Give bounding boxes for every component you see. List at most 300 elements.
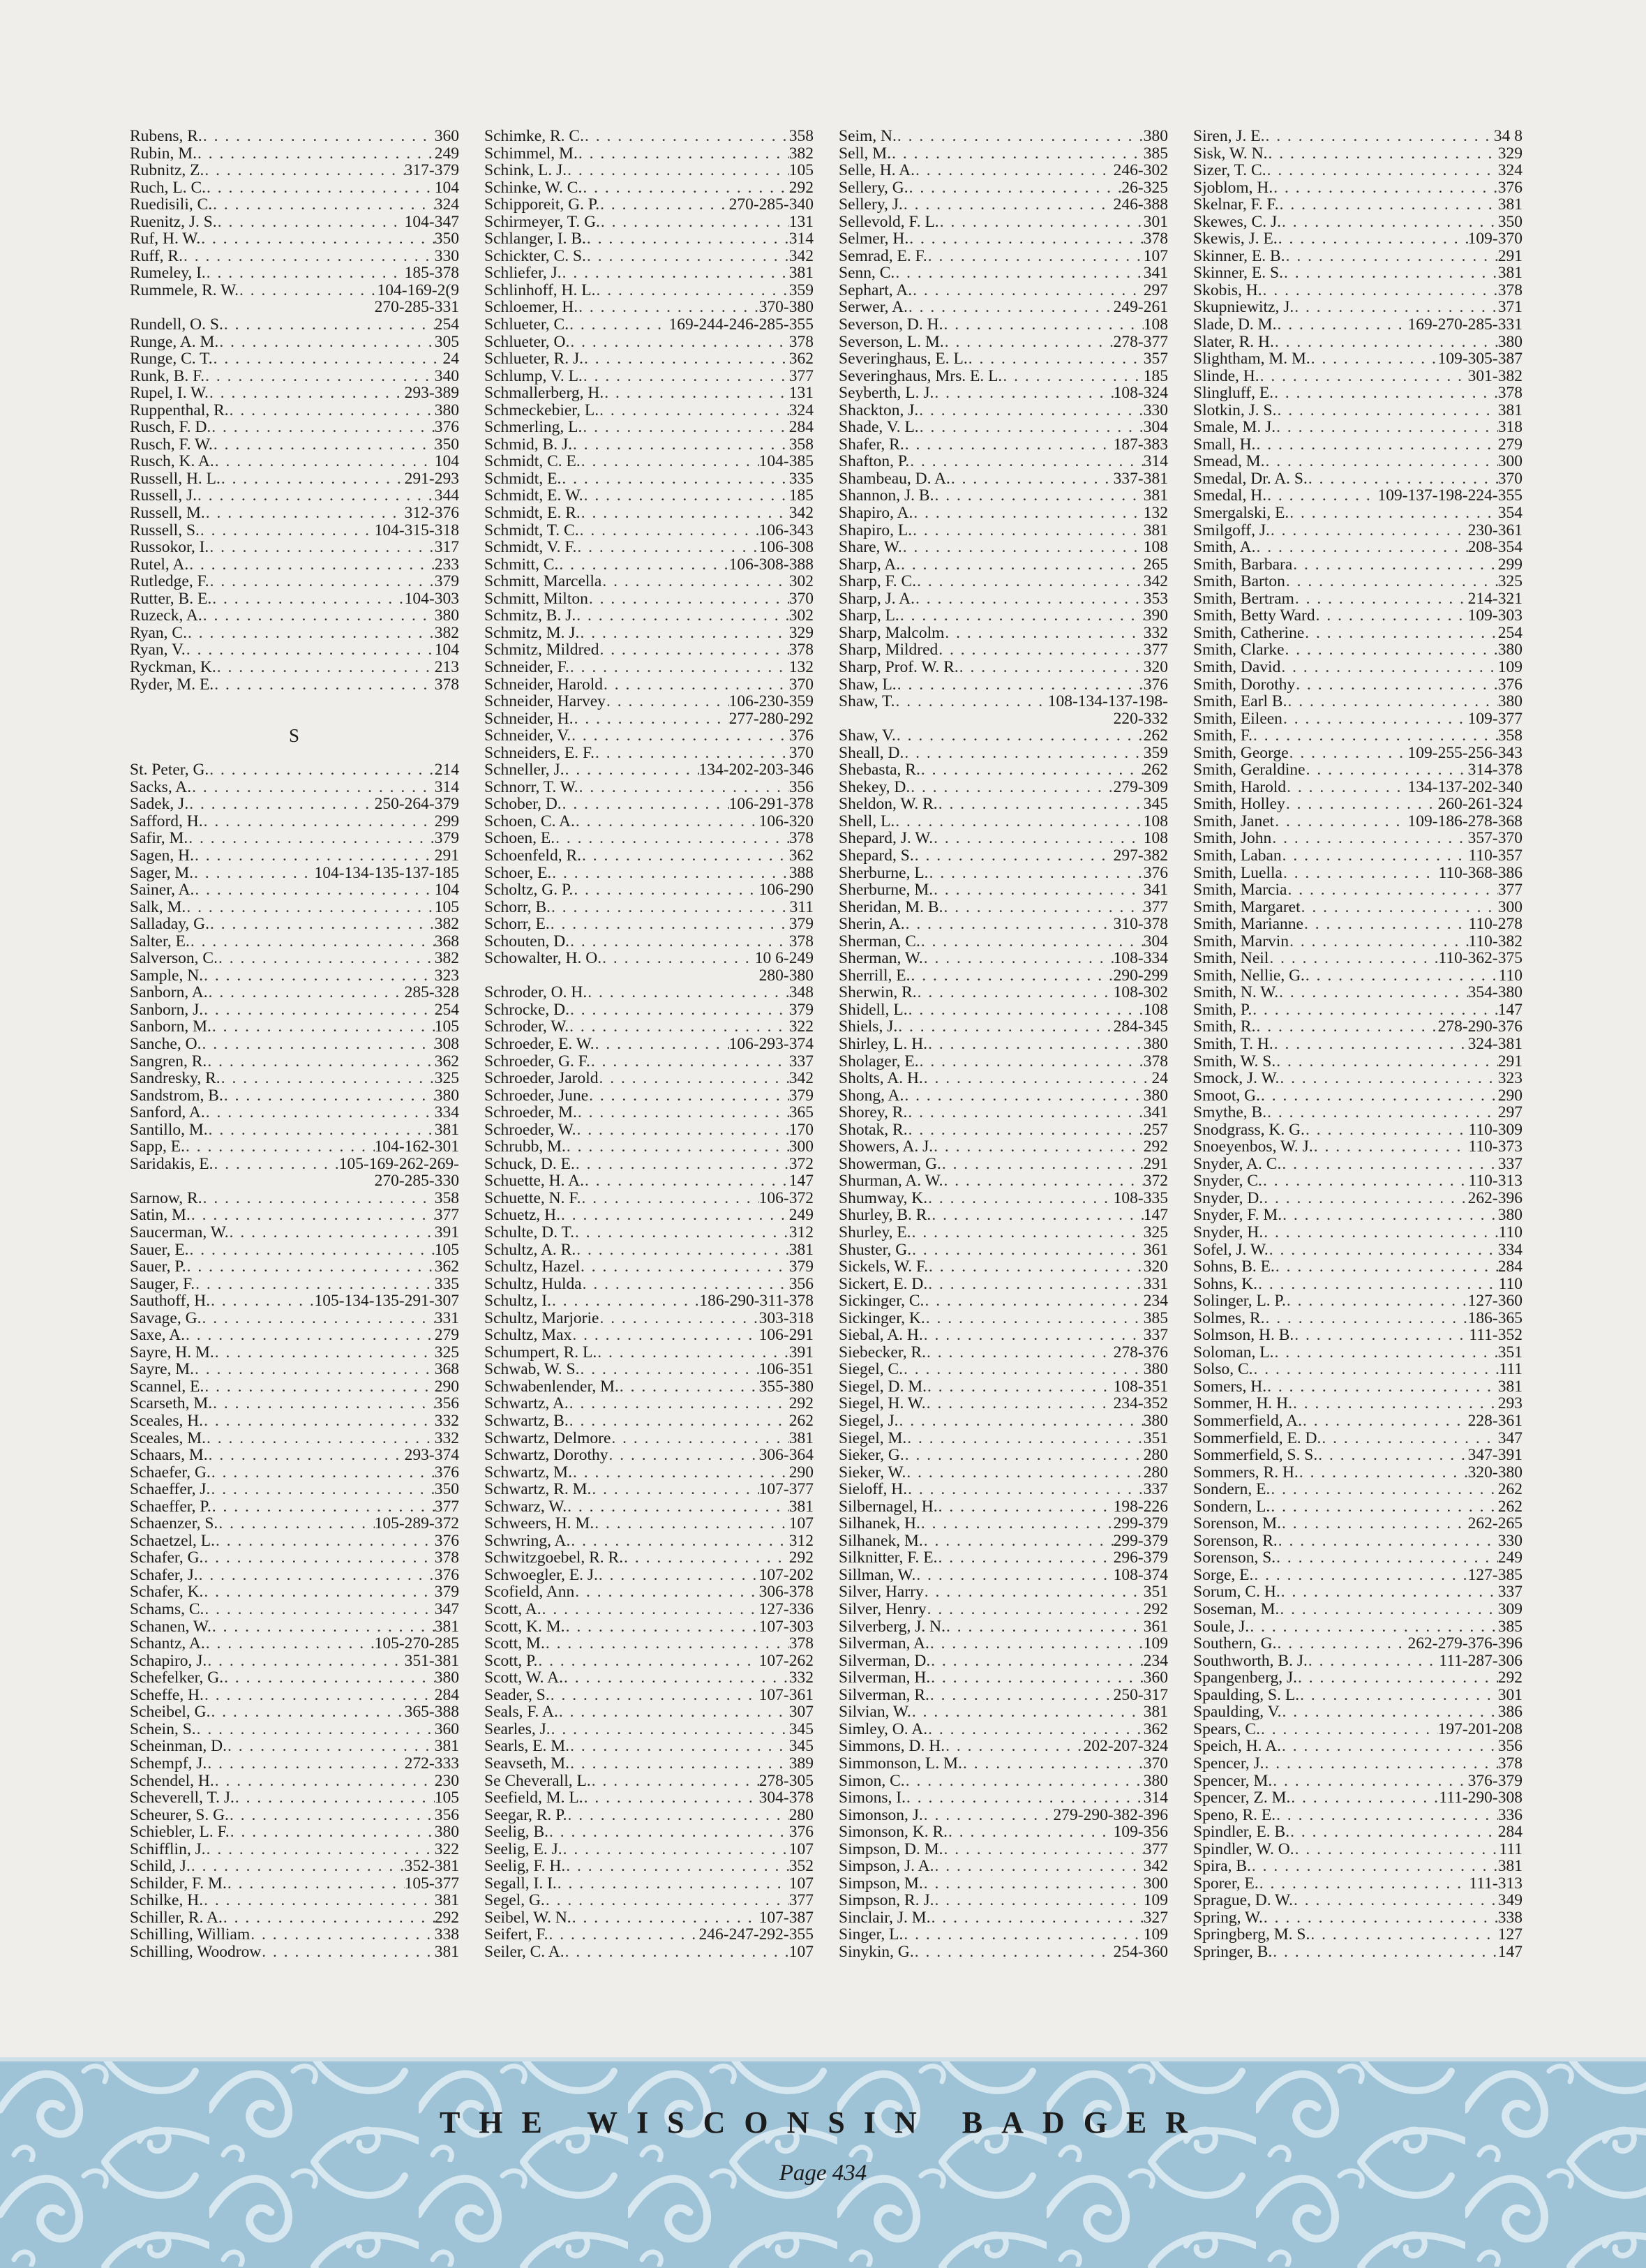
- entry-name: Ruf, H. W.: [130, 230, 201, 248]
- index-entry: [1193, 779, 1522, 796]
- index-entry: [1193, 1721, 1522, 1738]
- entry-pages: 109: [1497, 658, 1522, 676]
- index-entry: [839, 1498, 1168, 1516]
- entry-pages: 377: [1143, 1840, 1168, 1858]
- index-entry: [484, 1361, 814, 1378]
- index-entry: [1193, 1276, 1522, 1293]
- entry-pages: 185-378: [404, 264, 459, 282]
- dot-leader: [1269, 1241, 1498, 1259]
- entry-pages: 107-262: [758, 1652, 814, 1670]
- dot-leader: [220, 470, 405, 488]
- entry-pages: 314: [1143, 1789, 1168, 1807]
- entry-pages: 109-303: [1467, 607, 1522, 625]
- entry-pages: 329: [788, 624, 814, 642]
- dot-leader: [945, 1618, 1144, 1636]
- entry-pages: 106-291-378: [728, 796, 814, 813]
- entry-pages: 26-325: [1121, 179, 1168, 197]
- entry-pages: 381: [1143, 1703, 1168, 1721]
- entry-name: Smith, N. W.: [1193, 984, 1279, 1001]
- entry-pages: 301: [1497, 1686, 1522, 1704]
- entry-pages: 370: [1143, 1754, 1168, 1773]
- entry-name: Simmonson, L. M.: [839, 1754, 962, 1773]
- entry-name: Silverman, R.: [839, 1686, 929, 1704]
- entry-name: Santillo, M.: [130, 1121, 208, 1139]
- index-entry: [130, 779, 459, 796]
- entry-pages: 331: [1143, 1275, 1168, 1293]
- dot-leader: [897, 1018, 1113, 1036]
- dot-leader: [933, 1138, 1144, 1156]
- index-entry: [1193, 1669, 1522, 1687]
- dot-leader: [1278, 984, 1468, 1001]
- entry-name: Runge, C. T.: [130, 350, 213, 368]
- entry-pages: 341: [1143, 1104, 1168, 1121]
- entry-name: Smith, W. S.: [1193, 1052, 1276, 1070]
- dot-leader: [1285, 248, 1498, 265]
- dot-leader: [213, 1156, 338, 1173]
- entry-pages: 249-261: [1113, 299, 1168, 317]
- dot-leader: [239, 282, 377, 299]
- entry-name: Smith, R.: [1193, 1018, 1256, 1036]
- index-entry: [839, 1156, 1168, 1173]
- entry-name: Seader, S.: [484, 1686, 550, 1704]
- dot-leader: [908, 299, 1114, 316]
- index-entry: [484, 264, 814, 282]
- entry-name: Rubens, R.: [130, 128, 202, 145]
- entry-pages: 371: [1497, 299, 1522, 317]
- entry-pages: 358: [788, 435, 814, 454]
- entry-pages: 351: [1143, 1583, 1168, 1602]
- entry-name: Schultz, Max: [484, 1327, 572, 1344]
- index-entry: [839, 950, 1168, 967]
- entry-name: Shepard, S.: [839, 846, 914, 865]
- entry-name: Silver, Harry: [839, 1583, 924, 1602]
- entry-pages: 381: [434, 1892, 459, 1909]
- index-entry: [484, 556, 814, 574]
- index-entry: [839, 1687, 1168, 1704]
- dot-leader: [930, 1669, 1144, 1687]
- entry-name: Senn, C.: [839, 264, 895, 282]
- entry-pages: 379: [434, 1583, 459, 1602]
- entry-pages: 234-352: [1113, 1395, 1168, 1413]
- entry-pages: 257: [1143, 1121, 1168, 1139]
- index-entry: [1193, 1789, 1522, 1807]
- index-entry: [839, 573, 1168, 590]
- dot-leader: [914, 847, 1114, 865]
- index-entry: [484, 1327, 814, 1344]
- dot-leader: [569, 933, 789, 950]
- dot-leader: [206, 179, 435, 197]
- dot-leader: [913, 505, 1143, 522]
- dot-leader: [582, 179, 788, 197]
- index-entry: [1193, 1018, 1522, 1036]
- entry-pages: 378: [788, 1635, 814, 1652]
- dot-leader: [203, 1583, 434, 1601]
- entry-name: Sanborn, M.: [130, 1018, 211, 1036]
- entry-name: Scott, K. M.: [484, 1618, 565, 1636]
- index-entry: [839, 1515, 1168, 1532]
- index-entry: [839, 1583, 1168, 1601]
- entry-pages: 380: [1143, 1412, 1168, 1430]
- entry-name: Sholts, A. H.: [839, 1070, 923, 1087]
- entry-name: Schinke, W. C.: [484, 179, 583, 197]
- entry-pages: 280: [788, 1806, 814, 1824]
- index-entry: [130, 1703, 459, 1721]
- entry-pages: 365: [788, 1104, 814, 1121]
- entry-name: Solso, C.: [1193, 1361, 1253, 1378]
- entry-pages: 362: [788, 846, 814, 865]
- entry-name: Sieker, G.: [839, 1447, 904, 1464]
- index-column-4: [1193, 128, 1522, 2012]
- index-entry: [130, 1292, 459, 1310]
- entry-pages: 301: [1143, 213, 1168, 231]
- dot-leader: [1270, 1481, 1497, 1498]
- entry-pages: 109-255-256-343: [1407, 744, 1522, 762]
- dot-leader: [899, 607, 1144, 625]
- index-entry: [130, 1276, 459, 1293]
- dot-leader: [929, 1635, 1144, 1652]
- entry-name: Schoenfeld, R.: [484, 846, 582, 865]
- entry-pages: 131: [788, 213, 814, 231]
- index-entry: [484, 316, 814, 334]
- entry-name: Spears, C.: [1193, 1720, 1260, 1738]
- dot-leader: [945, 1738, 1083, 1755]
- entry-name: Rusch, K. A.: [130, 453, 214, 470]
- entry-pages: 147: [788, 1172, 814, 1190]
- index-entry: [1193, 196, 1522, 214]
- index-entry: [839, 1327, 1168, 1344]
- index-entry: [484, 1104, 814, 1121]
- entry-name: Sellery, J.: [839, 196, 903, 214]
- entry-pages: 391: [788, 1343, 814, 1361]
- entry-name: Schneiders, E. F.: [484, 744, 595, 762]
- entry-pages: 342: [788, 505, 814, 522]
- entry-name: Skewes, C. J.: [1193, 213, 1281, 231]
- entry-name: Smith, Nellie, G.: [1193, 967, 1305, 985]
- entry-pages: 352-381: [404, 1858, 459, 1875]
- entry-name: Sample, N.: [130, 967, 204, 985]
- index-entry: [839, 899, 1168, 916]
- entry-name: Shotak, R.: [839, 1121, 908, 1139]
- entry-pages: 108-334: [1113, 950, 1168, 967]
- entry-pages: 246-388: [1113, 196, 1168, 214]
- entry-pages: 279: [434, 1327, 459, 1344]
- index-entry: [1193, 1361, 1522, 1378]
- entry-name: Smith, John: [1193, 830, 1272, 847]
- entry-name: Sauer, P.: [130, 1258, 186, 1276]
- dot-leader: [1286, 779, 1407, 796]
- dot-leader: [204, 1378, 434, 1396]
- entry-pages: 233: [434, 555, 459, 574]
- dot-leader: [927, 1721, 1144, 1738]
- index-entry: [1193, 487, 1522, 505]
- entry-pages: 377: [434, 1207, 459, 1224]
- index-entry: [484, 299, 814, 316]
- index-entry: [1193, 264, 1522, 282]
- entry-pages: 109-377: [1467, 710, 1522, 728]
- entry-pages: 254: [434, 1001, 459, 1019]
- entry-pages: 347: [1497, 1429, 1522, 1447]
- entry-name: Smead, M.: [1193, 453, 1265, 470]
- entry-pages: 306-378: [758, 1583, 814, 1602]
- index-entry: [130, 1926, 459, 1944]
- dot-leader: [201, 1036, 434, 1053]
- entry-pages: 105-289-372: [374, 1515, 459, 1532]
- entry-pages: 304: [1143, 932, 1168, 950]
- index-entry: [839, 419, 1168, 436]
- dot-leader: [562, 796, 729, 813]
- entry-pages: 376: [434, 1566, 459, 1584]
- index-column-2: [484, 128, 814, 2012]
- entry-name: Runk, B. F.: [130, 367, 205, 385]
- entry-name: Spindler, E. B.: [1193, 1823, 1290, 1841]
- index-entry: [1193, 1241, 1522, 1259]
- entry-pages: 312-376: [404, 505, 459, 522]
- dot-leader: [1264, 453, 1497, 470]
- dot-leader: [912, 522, 1144, 539]
- index-entry: [130, 334, 459, 351]
- entry-name: Russell, S.: [130, 521, 200, 539]
- entry-name: Schmeckebier, L.: [484, 401, 599, 419]
- dot-leader: [583, 487, 789, 505]
- entry-pages: 104-385: [758, 453, 814, 470]
- dot-leader: [190, 933, 435, 950]
- entry-pages: 314-378: [1467, 761, 1522, 779]
- index-entry: [130, 573, 459, 590]
- index-entry: [839, 796, 1168, 813]
- entry-pages: 108: [1143, 539, 1168, 556]
- dot-leader: [206, 1841, 435, 1858]
- entry-name: Skewis, J. E.: [1193, 230, 1278, 248]
- dot-leader: [906, 1464, 1143, 1482]
- dot-leader: [1293, 1892, 1498, 1909]
- dot-leader: [205, 505, 405, 522]
- dot-leader: [201, 1310, 434, 1327]
- entry-name: Ruff, R.: [130, 247, 183, 265]
- dot-leader: [599, 1310, 758, 1327]
- index-entry: [484, 248, 814, 265]
- dot-leader: [582, 1276, 789, 1293]
- entry-name: Soseman, M.: [1193, 1601, 1280, 1618]
- entry-pages: 292: [788, 179, 814, 197]
- entry-pages: 302: [788, 573, 814, 590]
- index-entry: [130, 385, 459, 402]
- entry-name: Sherwin, R.: [839, 984, 917, 1001]
- entry-pages: 24: [1151, 1070, 1168, 1087]
- dot-leader: [566, 1138, 789, 1156]
- entry-name: Sauthoff, H.: [130, 1292, 211, 1310]
- entry-pages: 385: [1143, 1309, 1168, 1327]
- dot-leader: [576, 607, 789, 625]
- entry-pages: 169-244-246-285-355: [668, 316, 814, 334]
- index-entry: [484, 1121, 814, 1139]
- entry-name: Shade, V. L.: [839, 419, 919, 436]
- entry-pages: 325: [1143, 1224, 1168, 1241]
- entry-name: Snyder, F. M.: [1193, 1207, 1282, 1224]
- entry-pages: 338: [434, 1926, 459, 1944]
- entry-pages: 378: [1497, 385, 1522, 402]
- index-entry: [1193, 573, 1522, 590]
- entry-name: Sondern, E.: [1193, 1481, 1271, 1498]
- dot-leader: [1270, 1498, 1497, 1516]
- entry-name: Schmallerberg, H.: [484, 385, 604, 402]
- entry-name: Shuster, G.: [839, 1241, 912, 1259]
- entry-pages: 342: [1143, 1858, 1168, 1875]
- dot-leader: [926, 1395, 1114, 1412]
- entry-name: Sillman, W.: [839, 1566, 916, 1584]
- index-entry: [839, 1070, 1168, 1087]
- dot-leader: [1272, 1944, 1497, 1961]
- index-entry: [839, 1292, 1168, 1310]
- entry-pages: 380: [1497, 1207, 1522, 1224]
- dot-leader: [573, 881, 758, 899]
- dot-leader: [211, 1018, 435, 1036]
- index-entry: [839, 1618, 1168, 1636]
- entry-name: Spencer, M.: [1193, 1772, 1273, 1790]
- index-entry: [130, 659, 459, 676]
- entry-name: Smith, P.: [1193, 1001, 1252, 1019]
- entry-name: Sickert, E. D.: [839, 1275, 928, 1293]
- dot-leader: [190, 1207, 435, 1224]
- entry-name: Silverman, A.: [839, 1635, 929, 1652]
- entry-pages: 111-287-306: [1439, 1652, 1522, 1670]
- entry-name: Sondern, L.: [1193, 1498, 1271, 1516]
- index-entry: [484, 1036, 814, 1053]
- entry-name: Schmidt, E. W.: [484, 487, 583, 505]
- dot-leader: [601, 573, 788, 590]
- entry-name: Slotkin, J. S.: [1193, 401, 1277, 419]
- dot-leader: [576, 1241, 789, 1259]
- dot-leader: [1274, 1344, 1498, 1361]
- dot-leader: [904, 1447, 1144, 1464]
- entry-pages: 377: [1143, 898, 1168, 916]
- entry-name: Shumway, K.: [839, 1189, 928, 1207]
- index-entry: [130, 967, 459, 985]
- entry-name: Sarnow, R.: [130, 1189, 202, 1207]
- index-entry: [484, 470, 814, 488]
- entry-pages: 356: [434, 1395, 459, 1413]
- entry-name: Salverson, C.: [130, 950, 218, 967]
- dot-leader: [1290, 1789, 1439, 1807]
- index-entry-continuation: 280-380: [758, 966, 814, 985]
- entry-pages: 24: [442, 350, 459, 368]
- dot-leader: [1295, 676, 1498, 694]
- index-entry: [1193, 282, 1522, 299]
- entry-name: Skupniewitz, J.: [1193, 299, 1294, 317]
- entry-name: Shannon, J. B.: [839, 487, 934, 505]
- dot-leader: [196, 1721, 435, 1738]
- index-entry: [1193, 1601, 1522, 1618]
- dot-leader: [920, 933, 1144, 950]
- entry-pages: 312: [788, 1224, 814, 1241]
- dot-leader: [938, 1498, 1114, 1516]
- index-entry: [1193, 710, 1522, 728]
- index-entry: [130, 162, 459, 179]
- entry-name: Smilgoff, J.: [1193, 521, 1270, 539]
- dot-leader: [918, 402, 1144, 419]
- entry-pages: 107: [1143, 247, 1168, 265]
- entry-pages: 300: [1497, 453, 1522, 470]
- index-entry: [839, 1087, 1168, 1105]
- index-entry: [839, 316, 1168, 334]
- entry-name: Scofield, Ann: [484, 1583, 575, 1602]
- dot-leader: [903, 1926, 1143, 1944]
- entry-name: Smith, David: [1193, 658, 1281, 676]
- entry-pages: 302: [788, 607, 814, 625]
- entry-name: Schlanger, I. B.: [484, 230, 586, 248]
- index-entry: [130, 539, 459, 556]
- dot-leader: [207, 1053, 434, 1070]
- entry-pages: 380: [1497, 333, 1522, 351]
- dot-leader: [603, 676, 789, 694]
- entry-pages: 356: [434, 1806, 459, 1824]
- entry-pages: 312: [788, 1532, 814, 1550]
- entry-name: Sinykin, G.: [839, 1943, 914, 1961]
- index-entry: [1193, 1224, 1522, 1241]
- index-entry: [484, 179, 814, 197]
- dot-leader: [950, 470, 1114, 488]
- index-entry: [1193, 1036, 1522, 1053]
- index-entry: [839, 1652, 1168, 1670]
- entry-name: Schmerling, L.: [484, 419, 583, 436]
- dot-leader: [1270, 522, 1468, 539]
- entry-pages: 147: [1497, 1943, 1522, 1961]
- index-entry: [839, 453, 1168, 470]
- entry-name: Ruch, L. C.: [130, 179, 207, 197]
- entry-pages: 360: [1143, 1669, 1168, 1687]
- dot-leader: [1279, 1070, 1497, 1087]
- entry-pages: 361: [1143, 1618, 1168, 1636]
- dot-leader: [596, 282, 789, 299]
- entry-name: Somers, H.: [1193, 1378, 1267, 1396]
- entry-name: Sherburne, M.: [839, 881, 934, 899]
- index-entry-continuation: 270-285-331: [374, 298, 459, 317]
- entry-pages: 320: [1143, 1258, 1168, 1276]
- index-entry: [130, 282, 459, 299]
- entry-pages: 322: [788, 1018, 814, 1036]
- entry-pages: 104: [434, 453, 459, 470]
- entry-pages: 362: [434, 1258, 459, 1276]
- index-entry: [839, 1807, 1168, 1824]
- dot-leader: [565, 1858, 788, 1875]
- entry-pages: 380: [1143, 1772, 1168, 1790]
- entry-name: Scheffe, H.: [130, 1686, 204, 1704]
- entry-name: Schwitzgoebel, R. R.: [484, 1549, 624, 1567]
- entry-name: Schifflin, J.: [130, 1840, 206, 1858]
- entry-name: Simons, I.: [839, 1789, 906, 1807]
- entry-pages: 381: [1497, 264, 1522, 282]
- entry-pages: 107-387: [758, 1909, 814, 1927]
- entry-name: Schild, J.: [130, 1858, 190, 1875]
- dot-leader: [208, 1447, 405, 1464]
- dot-leader: [558, 1703, 789, 1721]
- entry-name: Scott, W. A.: [484, 1669, 563, 1687]
- dot-leader: [574, 1583, 758, 1601]
- entry-name: Smock, J. W.: [1193, 1070, 1280, 1087]
- entry-pages: 250-317: [1113, 1686, 1168, 1704]
- entry-pages: 307: [788, 1703, 814, 1721]
- index-entry: [130, 847, 459, 865]
- index-entry: [484, 1858, 814, 1875]
- dot-leader: [209, 385, 405, 402]
- entry-name: Schafer, J.: [130, 1566, 198, 1584]
- entry-name: Schmitz, Mildred: [484, 641, 599, 659]
- index-entry: [839, 693, 1168, 710]
- entry-name: Silhanek, H.: [839, 1515, 920, 1532]
- index-entry: [130, 590, 459, 608]
- entry-name: Simpson, D. M.: [839, 1840, 943, 1858]
- entry-pages: 376: [434, 1532, 459, 1550]
- entry-name: Shekey, D.: [839, 778, 911, 796]
